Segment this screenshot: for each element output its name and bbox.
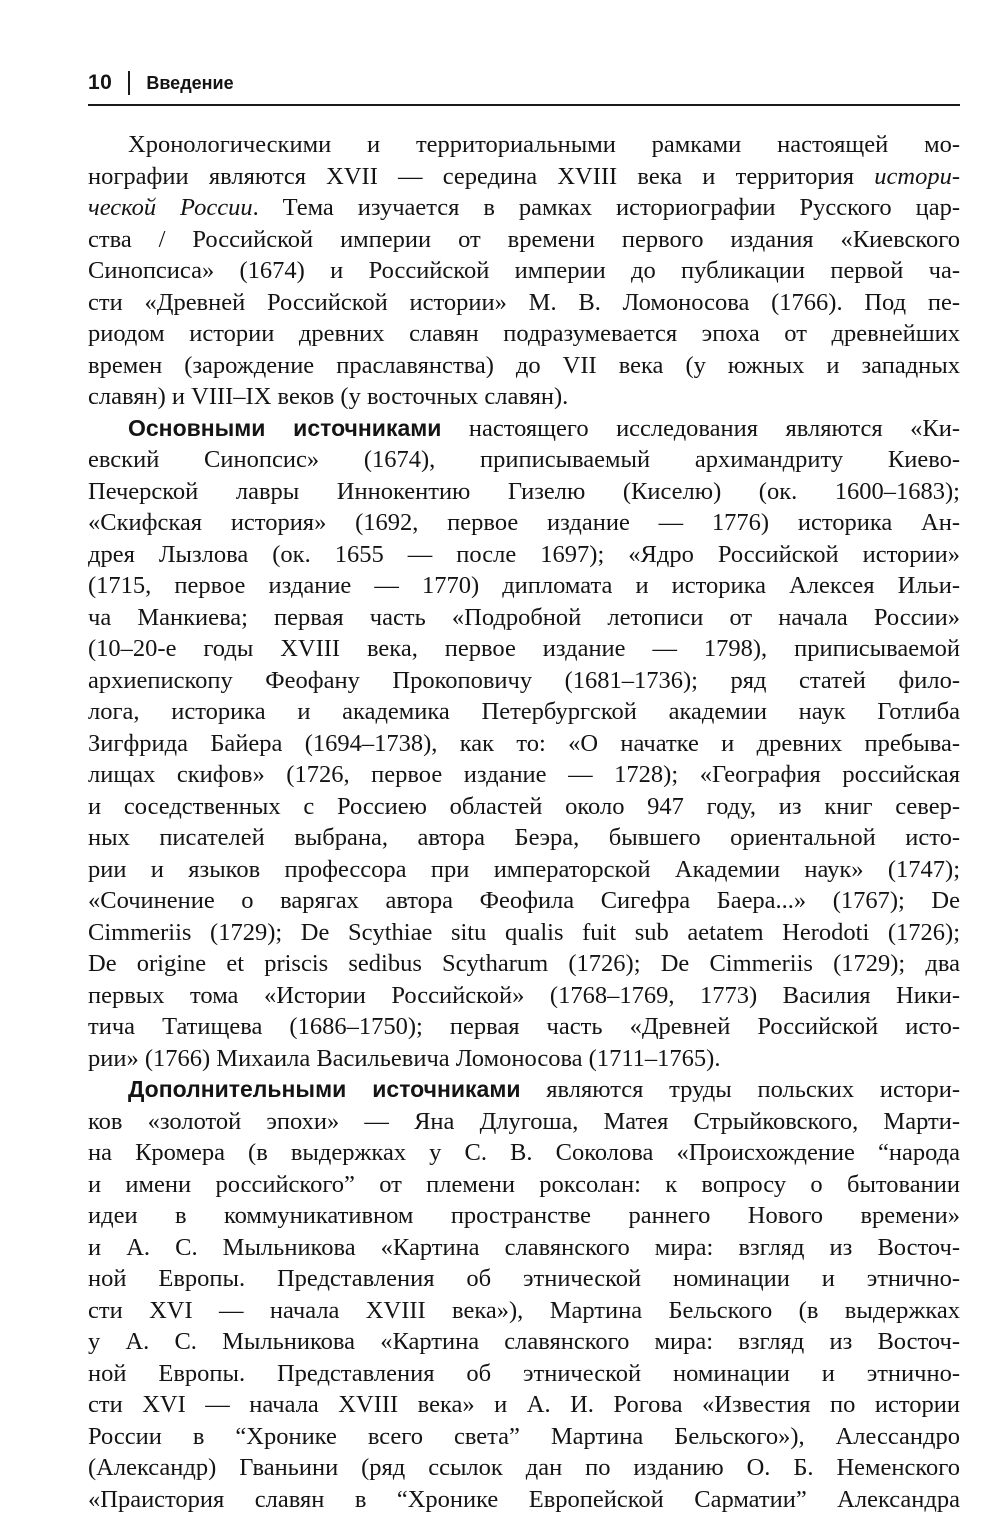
text-line [88,224,960,256]
text-line [88,822,960,854]
text-line [88,1074,960,1106]
text-run: дрея Лызлова (ок. 1655 — после 1697); «Ядро Российской истории» [88,540,960,568]
text-line [88,381,960,413]
text-line [88,476,960,508]
text-line [88,255,960,287]
running-head [88,62,960,106]
italic-term: истори- [874,162,960,190]
text-run: архиепископу Феофану Прокоповичу (1681–1736); ряд статей фило- [88,666,960,694]
bold-term: Дополнительными источниками [128,1076,521,1102]
text-run: Печерской лавры Иннокентию Гизелю (Киселю) (ок. 1600–1683); [88,477,960,505]
text-run: риодом истории древних славян подразумевается эпоха от древнейших [88,320,960,347]
text-line [88,633,960,665]
text-line [88,665,960,697]
text-line [88,791,960,823]
text-run: «Скифская история» (1692, первое издание — 1776) историка Ан- [88,509,960,536]
text-line [88,192,960,224]
paragraph [88,1074,960,1515]
text-run: Cimmeriis (1729); De Scythiae situ qualis fuit sub aetatem Herodoti (1726); [88,918,960,946]
text-run: рии и языков профессора при императорской Академии наук» (1747); [88,855,960,883]
text-run: ной Европы. Представления об этнической номинации и этнично- [88,1265,960,1292]
text-line [88,948,960,980]
text-line [88,1263,960,1295]
text-line [88,1484,960,1516]
text-run: сти «Древней Российской истории» М. В. Ломоносова (1766). Под пе- [88,288,960,316]
text-line [88,1421,960,1453]
text-run: на Кромера (в выдержках у С. В. Соколова «Происхождение “народа [88,1139,960,1166]
italic-term: ческой России [88,194,253,221]
text-line [88,1011,960,1043]
text-run: являются труды польских истори- [520,1076,960,1103]
text-run: и соседственных с Россиею областей около 947 году, из книг север- [88,792,960,820]
text-run: славян) и VIII–IX веков (у восточных славян). [88,383,569,410]
text-run: нографии являются XVII — середина XVIII века и территория [88,162,875,190]
text-run: Зигфрида Байера (1694–1738), как то: «О начатке и древних пребыва- [88,729,960,757]
text-run: ков «золотой эпохи» — Яна Длугоша, Матея Стрыйковского, Марти- [88,1107,960,1135]
text-run: рии» (1766) Михаила Васильевича Ломоносова (1711–1765). [88,1044,721,1072]
text-run: (Александр) Гваньини (ряд ссылок дан по изданию О. Б. Неменского [88,1454,960,1481]
text-run: Хронологическими и территориальными рамками настоящей мо- [128,131,960,158]
text-run: . Тема изучается в рамках историографии Русского цар- [252,194,960,221]
page-number: 10 [88,71,113,94]
text-run: «Сочинение о варягах автора Феофила Сигефра Баера...» (1767); De [88,887,960,914]
text-run: первых тома «Истории Российской» (1768–1769, 1773) Василия Ники- [88,981,960,1009]
text-run: De origine et priscis sedibus Scytharum (1726); De Cimmeriis (1729); два [88,950,960,977]
text-run: ча Манкиева; первая часть «Подробной летописи от начала России» [88,603,960,631]
text-run: сти XVI — начала XVIII века» и А. И. Рогова «Известия по истории [88,1391,960,1418]
text-run: сти XVI — начала XVIII века»), Мартина Бельского (в выдержках [88,1296,960,1324]
text-line [88,570,960,602]
text-line [88,129,960,161]
text-line [88,507,960,539]
text-run: евский Синопсис» (1674), приписываемый архимандриту Киево- [88,446,960,473]
text-run: идеи в коммуникативном пространстве раннего Нового времени» [88,1202,960,1229]
text-line [88,602,960,634]
book-page [88,62,960,1515]
text-line [88,1232,960,1264]
text-run: лищах скифов» (1726, первое издание — 1728); «География российская [88,761,960,788]
text-line [88,1106,960,1138]
text-line [88,1389,960,1421]
text-line [88,1295,960,1327]
text-line [88,1358,960,1390]
text-run: тича Татищева (1686–1750); первая часть «Древней Российской исто- [88,1013,960,1040]
running-head-separator [128,71,130,95]
text-run: России в “Хронике всего света” Мартина Бельского»), Алессандро [88,1422,960,1450]
text-run: «Праистория славян в “Хронике Европейской Сарматии” Александра [88,1485,960,1513]
text-run: ства / Российской империи от времени первого издания «Киевского [88,225,960,253]
paragraph [88,413,960,1075]
section-title: Введение [146,72,234,93]
text-run: лога, историка и академика Петербургской академии наук Готлиба [88,698,960,725]
text-run: (1715, первое издание — 1770) дипломата и историка Алексея Ильи- [88,572,960,599]
text-line [88,1326,960,1358]
text-line [88,885,960,917]
text-line [88,696,960,728]
text-line [88,161,960,193]
text-run: времен (зарождение праславянства) до VII века (у южных и западных [88,351,960,379]
text-run: и имени российского” от племени роксолан: к вопросу о бытовании [88,1170,960,1198]
text-run: Синопсиса» (1674) и Российской империи до публикации первой ча- [88,257,960,284]
text-line [88,1169,960,1201]
text-run: настоящего исследования являются «Ки- [441,414,960,442]
text-line [88,759,960,791]
bold-term: Основными источниками [128,414,442,441]
text-line [88,444,960,476]
text-line [88,728,960,760]
text-line [88,917,960,949]
text-line [88,413,960,445]
text-line [88,1200,960,1232]
text-line [88,350,960,382]
text-line [88,854,960,886]
text-run: у А. С. Мыльникова «Картина славянского мира: взгляд из Восточ- [88,1328,960,1355]
paragraph [88,129,960,413]
text-line [88,318,960,350]
text-run: (10–20-е годы XVIII века, первое издание — 1798), приписываемой [88,635,960,662]
text-line [88,1043,960,1075]
body-text [88,129,960,1515]
text-line [88,539,960,571]
text-line [88,287,960,319]
text-line [88,1137,960,1169]
text-line [88,1452,960,1484]
text-run: и А. С. Мыльникова «Картина славянского мира: взгляд из Восточ- [88,1233,960,1261]
text-run: ной Европы. Представления об этнической номинации и этнично- [88,1359,960,1387]
text-run: ных писателей выбрана, автора Беэра, бывшего ориентальной исто- [88,824,960,851]
text-line [88,980,960,1012]
